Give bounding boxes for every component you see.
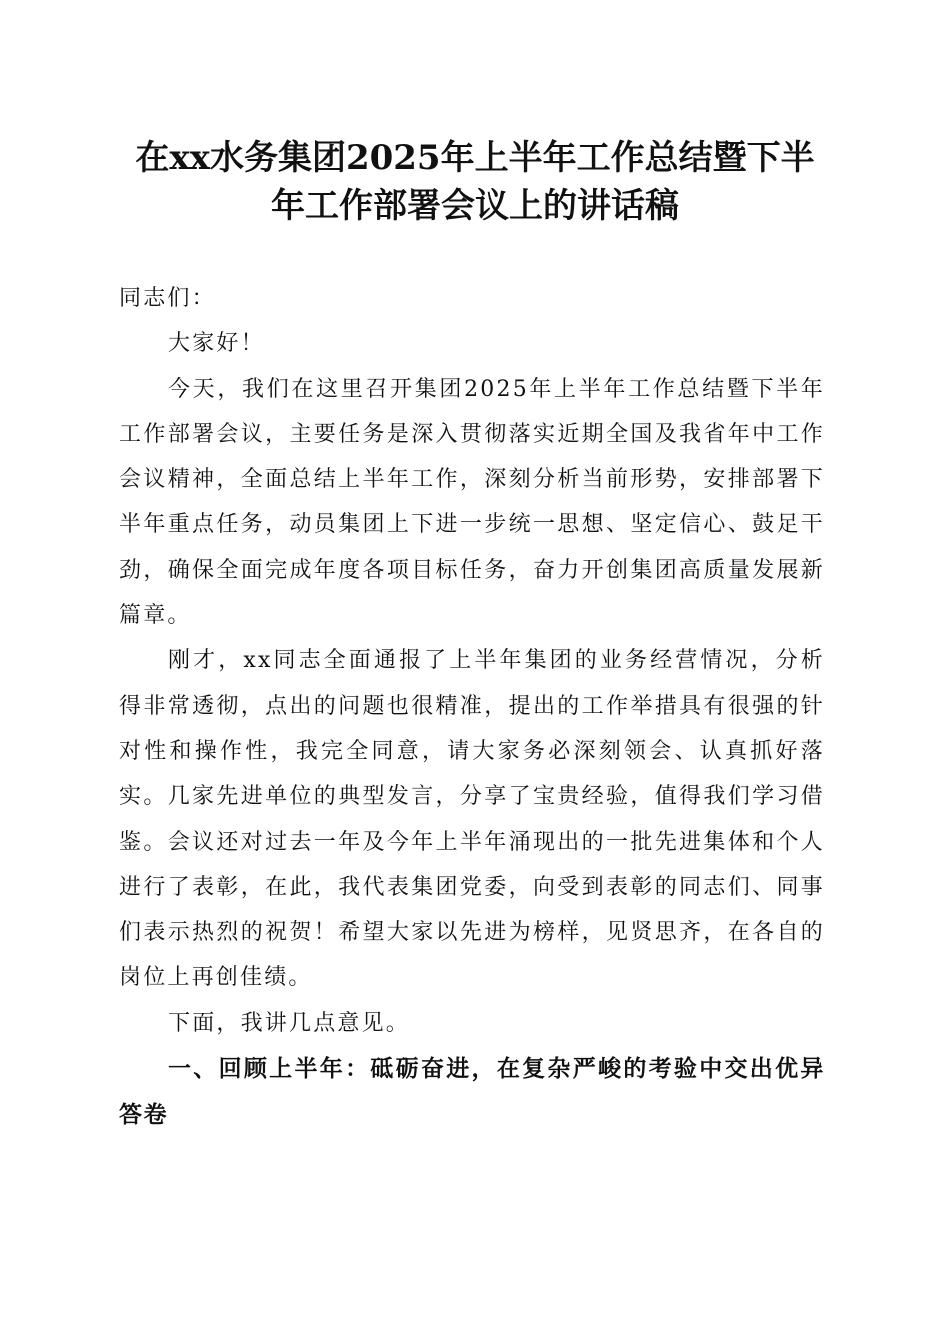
title-line-1: 在xx水务集团2025年上半年工作总结暨下半: [135, 138, 815, 178]
document-title: [100, 134, 850, 230]
salutation: 同志们：: [119, 286, 216, 311]
paragraph-transition: 下面，我讲几点意见。: [168, 1010, 411, 1036]
greeting: 大家好！: [168, 331, 265, 357]
paragraph-acknowledgement: 刚才，xx同志全面通报了上半年集团的业务经营情况，分析得非常透彻，点出的问题也很精准，提出的工作举措具有很强的针对性和操作性，我完全同意，请大家务必深刻领会、认真抓好落实。几家先进单位的典型发言，分享了宝贵经验，值得我们学习借鉴。会议还对过去一年及今年上半年涌现出的一批先进集体和个人进行了表彰，在此，我代表集团党委，向受到表彰的同志们、同事们表示热烈的祝贺！希望大家以先进为榜样，见贤思齐，在各自的岗位上再创佳绩。: [119, 648, 825, 991]
paragraph-opening: 今天，我们在这里召开集团2025年上半年工作总结暨下半年工作部署会议，主要任务是深入贯彻落实近期全国及我省年中工作会议精神，全面总结上半年工作，深刻分析当前形势，安排部署下半年重点任务，动员集团上下进一步统一思想、坚定信心、鼓足干劲，确保全面完成年度各项目标任务，奋力开创集团高质量发展新篇章。: [119, 376, 825, 629]
document-body: [119, 276, 825, 1138]
section-heading: 一、回顾上半年：砥砺奋进，在复杂严峻的考验中交出优异答卷: [119, 1056, 825, 1129]
title-line-2: 年工作部署会议上的讲话稿: [271, 186, 679, 226]
